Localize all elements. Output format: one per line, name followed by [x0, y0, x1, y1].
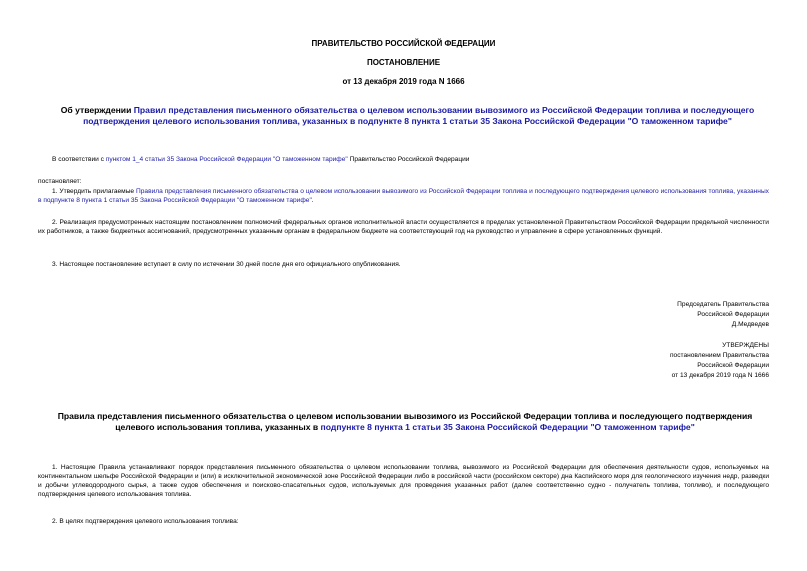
approved-by: постановлением Правительства	[669, 352, 769, 359]
item-1-link[interactable]: Правила представления письменного обязательства о целевом использовании вывозимого из Российской Федерации топлива и последующего подтверждения целевого использования топлива, указанных в подпункте 8 пункта 1 статьи 35 Закона Российской Федерации "О таможенном тарифе"	[38, 188, 769, 204]
approved-block	[560, 341, 769, 381]
item-1-prefix: 1. Утвердить прилагаемые	[52, 188, 137, 195]
preamble-prefix: В соответствии с	[52, 156, 106, 163]
document-title	[45, 105, 770, 127]
title-prefix: Об утверждении	[60, 105, 134, 115]
item-3: 3. Настоящее постановление вступает в силу по истечении 30 дней после дня его официального опубликования.	[52, 261, 401, 268]
document-type: ПОСТАНОВЛЕНИЕ	[366, 58, 441, 67]
document-date-number: от 13 декабря 2019 года N 1666	[342, 77, 465, 86]
preamble	[52, 155, 772, 164]
title-link[interactable]: Правил представления письменного обязательства о целевом использовании вывозимого из Российской Федерации топлива и последующего подтверждения целевого использования топлива, указанных в подпункте 8 пункта 1 статьи 35 Закона Российской Федерации "О таможенном тарифе"	[83, 105, 755, 126]
item-1-suffix: .	[311, 197, 314, 204]
signature-position: Председатель Правительства	[677, 301, 769, 308]
decides-text: постановляет:	[38, 178, 82, 185]
rule-2: 2. В целях подтверждения целевого использования топлива:	[52, 518, 239, 525]
signature-name: Д.Медведев	[731, 321, 769, 328]
item-1	[38, 187, 769, 205]
approved-label: УТВЕРЖДЕНЫ	[722, 342, 769, 349]
rules-title-link[interactable]: подпункте 8 пункта 1 статьи 35 Закона Российской Федерации "О таможенном тарифе"	[320, 422, 695, 432]
item-2: 2. Реализация предусмотренных настоящим постановлением полномочий федеральных органов исполнительной власти осуществляется в пределах установленной Правительством Российской Федерации предельной численности их работников, а также бюджетных ассигнований, предусмотренных указанным органам в федеральном бюджете на соответствующий год на руководство и управление в сфере установленных функций.	[38, 219, 769, 235]
rules-title-prefix: Правила представления письменного обязательства о целевом использовании вывозимого из Российской Федерации топлива и последующего подтверждения целевого использования топлива, указанных в	[57, 411, 753, 432]
approved-date: от 13 декабря 2019 года N 1666	[671, 372, 769, 379]
preamble-link[interactable]: пунктом 1_4 статьи 35 Закона Российской Федерации "О таможенном тарифе"	[105, 156, 348, 163]
rule-1: 1. Настоящие Правила устанавливают порядок представления письменного обязательства о целевом использовании топлива, вывозимого из Российской Федерации для обеспечения деятельности судов, используемых на континентальном шельфе Российской Федерации и (или) в исключительной экономической зоне Российской Федерации либо в российской части (российском секторе) дна Каспийского моря для геологического изучения недр, разведки и добычи углеводородного сырья, а также судов обеспечения и поисково-спасательных судов, используемых для проведения указанных работ (далее соответственно судно - получатель топлива, топливо), и последующего подтверждения целевого использования топлива.	[38, 464, 769, 498]
approved-country: Российской Федерации	[697, 362, 769, 369]
preamble-suffix: Правительство Российской Федерации	[347, 156, 470, 163]
signature-block	[560, 300, 769, 330]
rules-title	[40, 411, 770, 433]
government-heading: ПРАВИТЕЛЬСТВО РОССИЙСКОЙ ФЕДЕРАЦИИ	[311, 39, 496, 48]
signature-country: Российской Федерации	[697, 311, 769, 318]
